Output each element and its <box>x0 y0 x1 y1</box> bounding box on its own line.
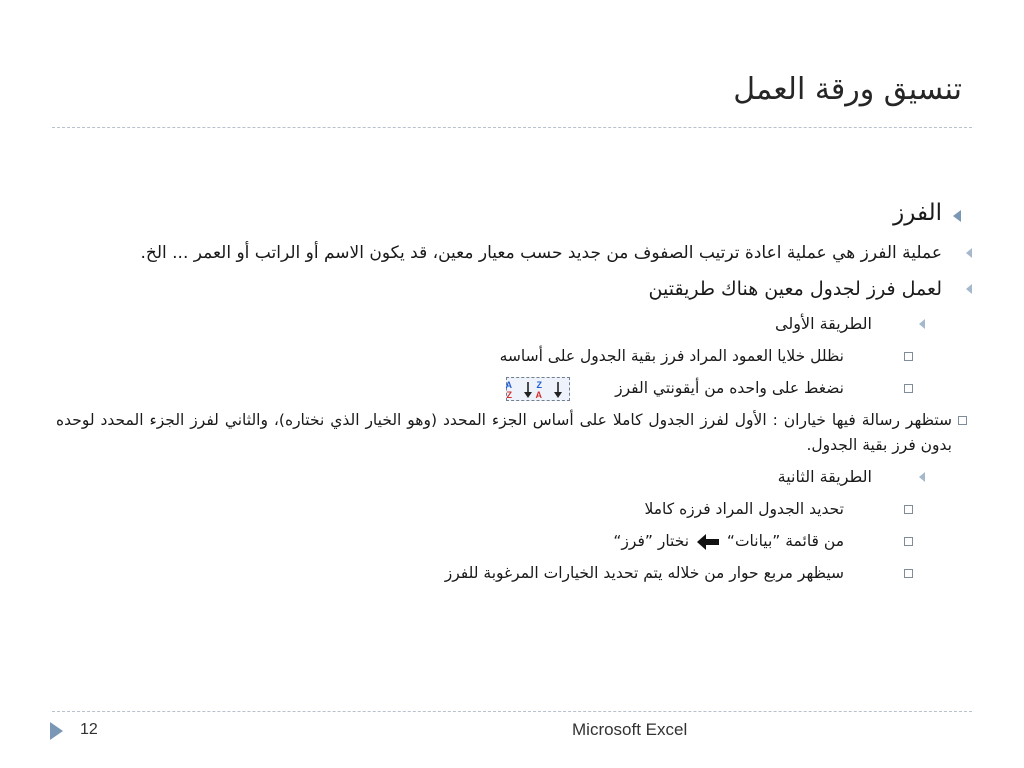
method1-step-3-text: ستظهر رسالة فيها خياران : الأول لفرز الجدول كاملا على أساس الجزء المحدد (وهو الخيار الذي نختاره)، والثاني لفرز الجزء المحدد لوحده بدون فرز بقية الجدول. <box>56 411 952 454</box>
slide-title: تنسيق ورقة العمل <box>733 72 962 107</box>
definition-text: عملية الفرز هي عملية اعادة ترتيب الصفوف من جديد حسب معيار معين، قد يكون الاسم أو الراتب أو العمر ... الخ. <box>140 243 942 263</box>
method1-step-1-text: نظلل خلايا العمود المراد فرز بقية الجدول على أساسه <box>499 347 844 365</box>
bullet-methods-intro <box>56 276 996 302</box>
menu-step-prefix: من قائمة ”بيانات“ <box>726 532 844 550</box>
method2-step-2 <box>56 529 972 554</box>
footer-title: Microsoft Excel <box>572 720 688 739</box>
checkbox-bullet-icon <box>844 529 972 554</box>
bullet-method1 <box>56 312 972 336</box>
triangle-bullet-icon <box>872 465 972 489</box>
method1-label: الطريقة الأولى <box>775 314 872 333</box>
checkbox-bullet-icon <box>844 376 972 401</box>
title-divider <box>52 127 972 128</box>
triangle-bullet-icon <box>872 312 972 336</box>
method2-step-3-text: سيظهر مربع حوار من خلاله يتم تحديد الخيارات المرغوبة للفرز <box>444 564 844 582</box>
sort-descending-icon <box>535 379 565 400</box>
triangle-bullet-icon <box>942 276 996 302</box>
footer-divider <box>52 711 972 712</box>
svg-text:A: A <box>505 379 513 390</box>
method2-step-1 <box>56 497 972 522</box>
slide-number: 12 <box>80 721 98 738</box>
menu-step-suffix: نختار ”فرز“ <box>613 532 690 550</box>
slide-body <box>56 200 972 593</box>
triangle-bullet-icon <box>942 200 972 232</box>
checkbox-bullet-icon <box>844 497 972 522</box>
svg-text:A: A <box>535 389 543 400</box>
method2-step-3 <box>56 561 972 586</box>
method1-step-1 <box>56 344 972 369</box>
bullet-definition <box>56 240 996 266</box>
svg-text:Z: Z <box>506 389 513 400</box>
checkbox-bullet-icon <box>952 408 972 433</box>
sort-ascending-icon <box>505 379 535 400</box>
method1-step-2-text: نضغط على واحده من أيقونتي الفرز <box>615 379 844 397</box>
heading-text: الفرز <box>893 200 942 226</box>
triangle-bullet-icon <box>942 240 996 266</box>
method2-step-1-text: تحديد الجدول المراد فرزه كاملا <box>644 500 844 518</box>
method1-step-3 <box>56 408 972 458</box>
footer-triangle-icon <box>50 722 63 740</box>
checkbox-bullet-icon <box>844 561 972 586</box>
checkbox-bullet-icon <box>844 344 972 369</box>
left-arrow-icon <box>697 534 719 550</box>
bullet-heading <box>56 200 972 232</box>
method2-label: الطريقة الثانية <box>777 467 872 486</box>
sort-icons-group <box>506 377 570 401</box>
bullet-method2 <box>56 465 972 489</box>
method1-step-2 <box>56 376 972 401</box>
svg-text:Z: Z <box>536 379 543 390</box>
methods-intro-text: لعمل فرز لجدول معين هناك طريقتين <box>648 278 942 300</box>
